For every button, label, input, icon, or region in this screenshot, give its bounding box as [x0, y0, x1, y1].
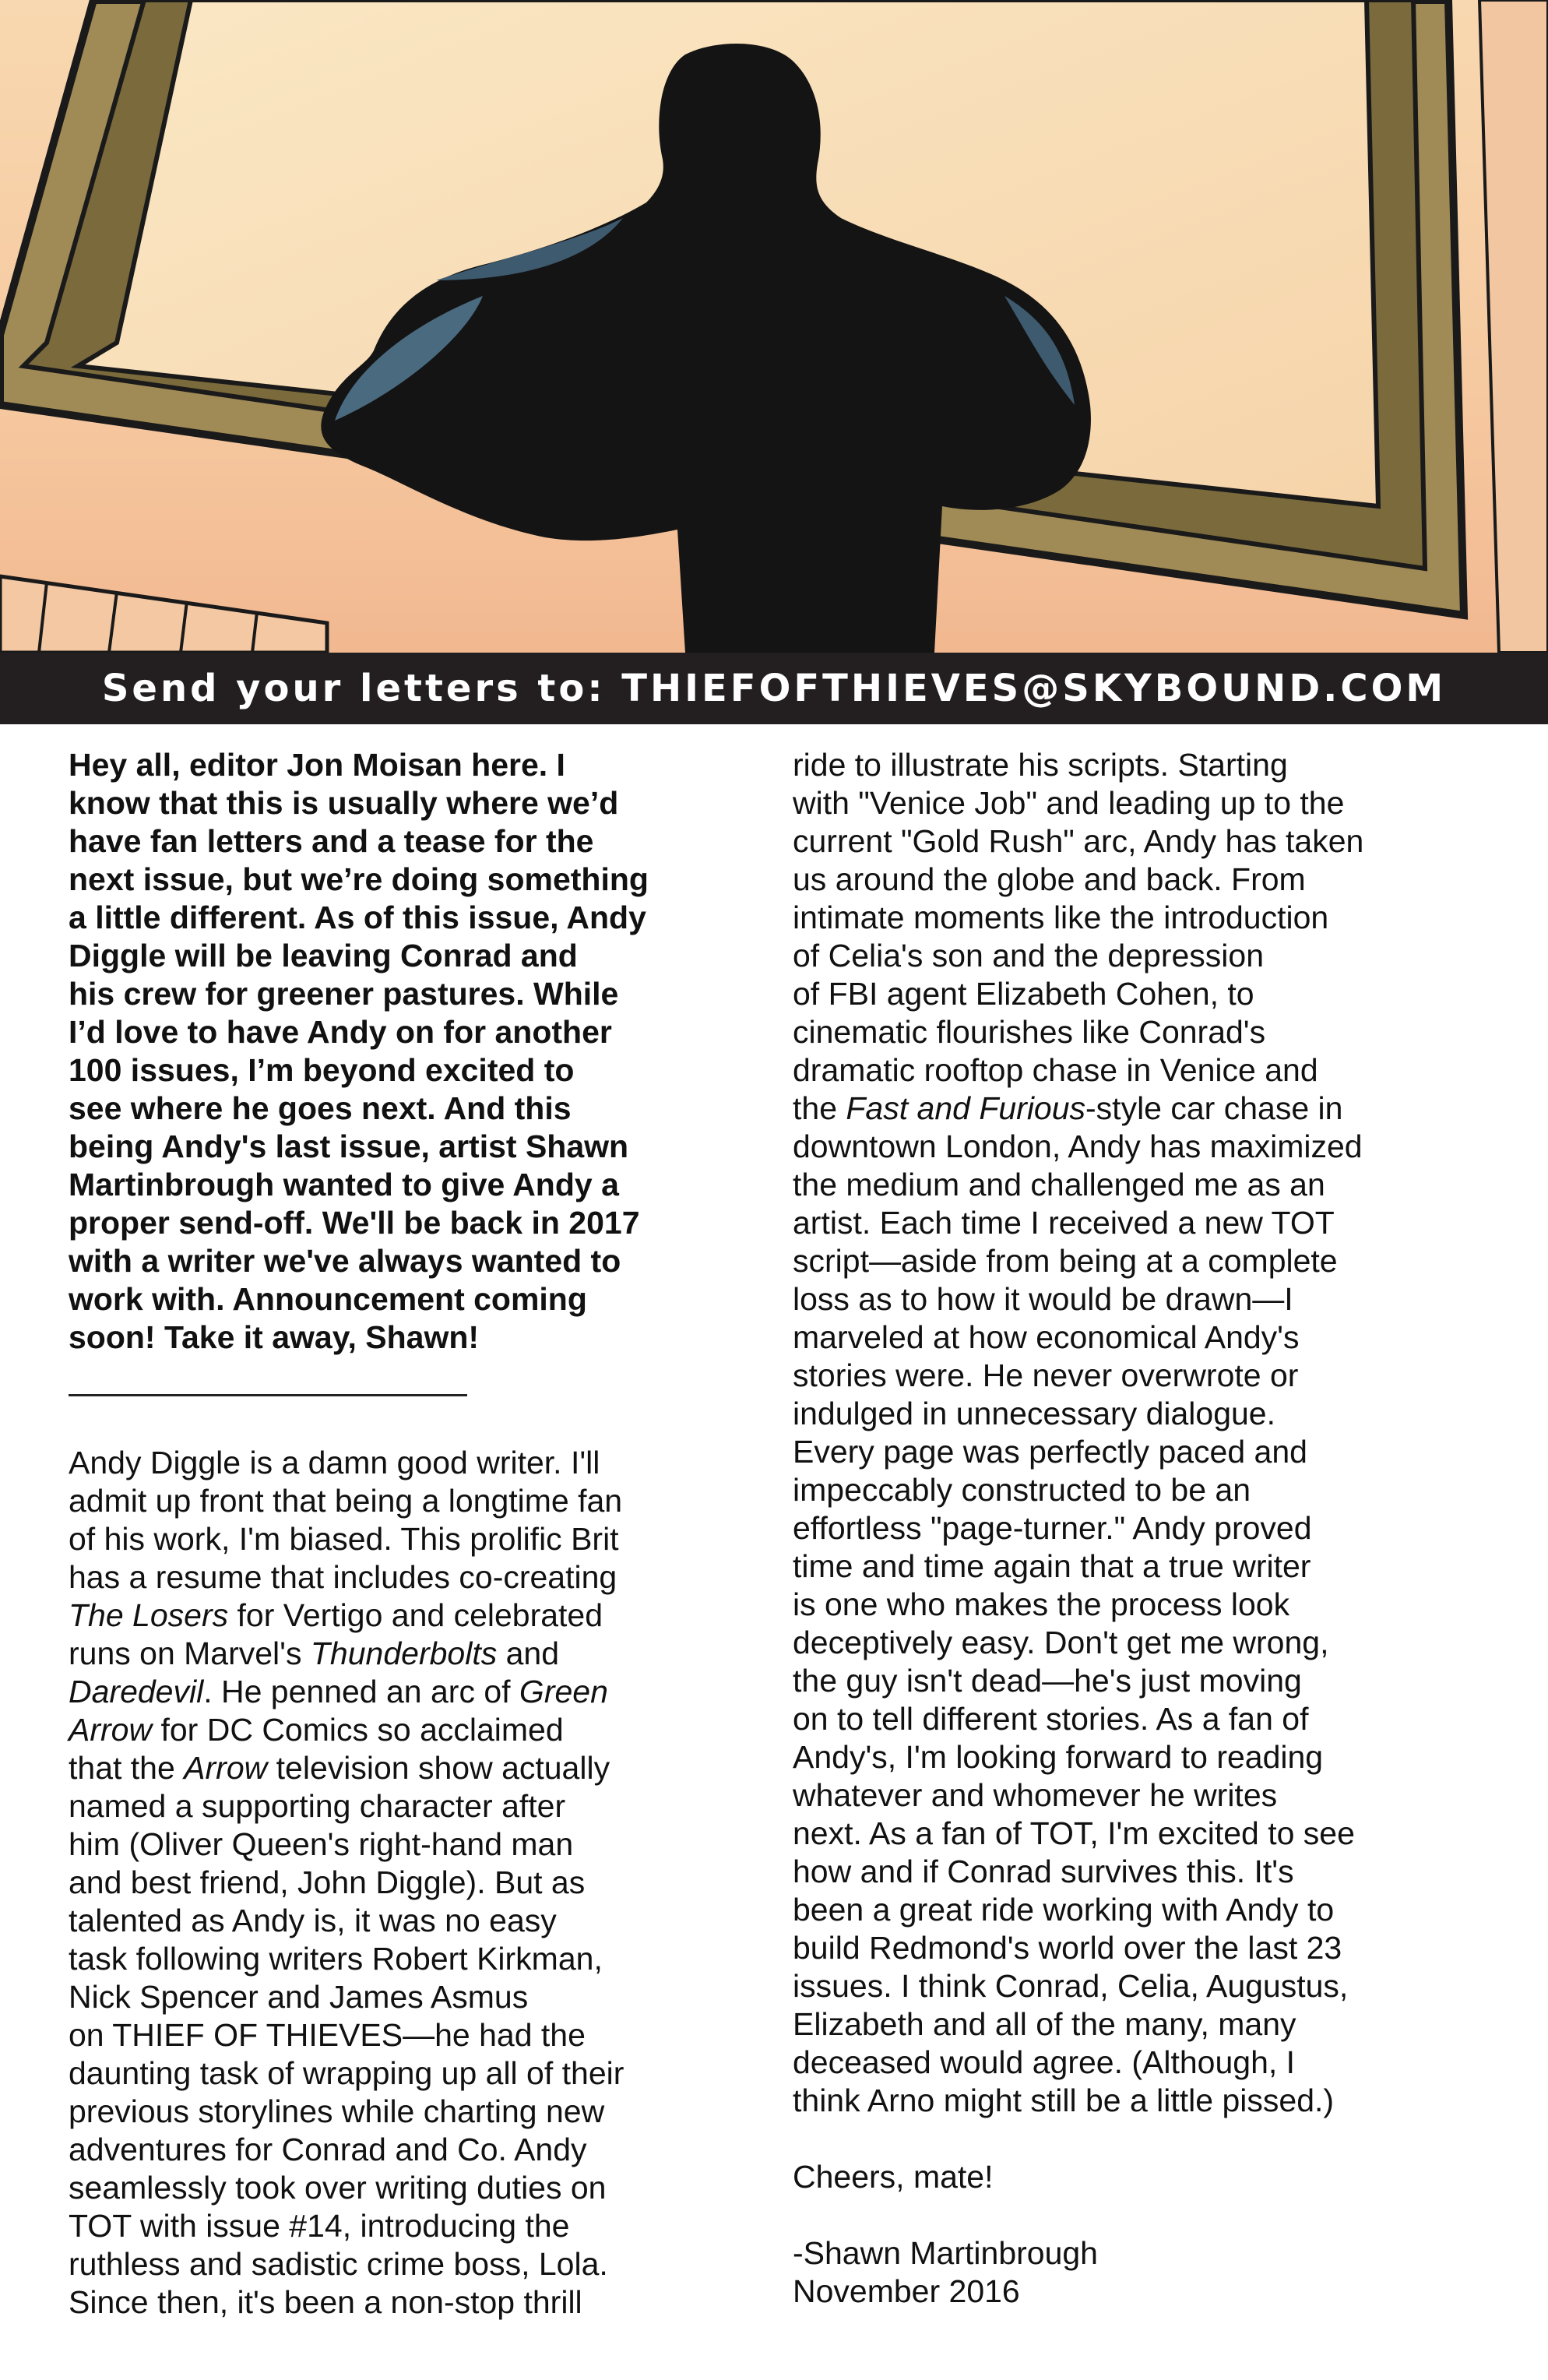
text-line: adventures for Conrad and Co. Andy: [69, 2132, 587, 2167]
text-line: Diggle will be leaving Conrad and: [69, 938, 578, 973]
text-line: the medium and challenged me as an: [793, 1167, 1325, 1202]
text-line: current "Gold Rush" arc, Andy has taken: [793, 823, 1364, 859]
text-line: Nick Spencer and James Asmus: [69, 1979, 529, 2015]
text-line: of FBI agent Elizabeth Cohen, to: [793, 976, 1254, 1012]
text-line: whatever and whomever he writes: [793, 1777, 1278, 1813]
text-line: previous storylines while charting new: [69, 2093, 605, 2129]
text-line: issues. I think Conrad, Celia, Augustus,: [793, 1968, 1349, 2004]
text-line: time and time again that a true writer: [793, 1548, 1311, 1584]
text-line: task following writers Robert Kirkman,: [69, 1941, 603, 1977]
text-line: work with. Announcement coming: [69, 1281, 587, 1317]
text-line: been a great ride working with Andy to: [793, 1892, 1335, 1928]
text-line: a little different. As of this issue, Andy: [69, 900, 646, 935]
text-line: how and if Conrad survives this. It's: [793, 1854, 1294, 1889]
text-line: is one who makes the process look: [793, 1586, 1290, 1622]
signoff: Cheers, mate!: [793, 2159, 994, 2195]
text-line: Since then, it's been a non-stop thrill: [69, 2284, 582, 2320]
text-line: with a writer we've always wanted to: [69, 1243, 621, 1279]
text-line: of Celia's son and the depression: [793, 938, 1264, 973]
text-line: talented as Andy is, it was no easy: [69, 1903, 557, 1938]
text-line: named a supporting character after: [69, 1788, 566, 1824]
text-line: and best friend, John Diggle). But as: [69, 1864, 586, 1900]
text-line: deceptively easy. Don't get me wrong,: [793, 1625, 1329, 1660]
text-line: have fan letters and a tease for the: [69, 823, 594, 859]
text-line: loss as to how it would be drawn—I: [793, 1281, 1293, 1317]
text-line: with "Venice Job" and leading up to the: [793, 785, 1345, 821]
text-line: see where he goes next. And this: [69, 1090, 572, 1126]
letter-right-text: [793, 746, 1486, 2120]
text-line: think Arno might still be a little pissed.): [793, 2082, 1335, 2118]
text-line: marveled at how economical Andy's: [793, 1319, 1300, 1355]
text-line: ride to illustrate his scripts. Starting: [793, 747, 1288, 783]
text-line: Every page was perfectly paced and: [793, 1434, 1307, 1470]
right-column: [793, 746, 1486, 2311]
text-line: The Losers for Vertigo and celebrated: [69, 1597, 603, 1633]
text-line: us around the globe and back. From: [793, 861, 1306, 897]
text-line: ruthless and sadistic crime boss, Lola.: [69, 2246, 608, 2282]
text-line: him (Oliver Queen's right-hand man: [69, 1826, 574, 1862]
left-column: [69, 746, 762, 2322]
text-line: has a resume that includes co-creating: [69, 1559, 617, 1595]
text-line: cinematic flourishes like Conrad's: [793, 1014, 1266, 1050]
letters-banner: Send your letters to: THIEFOFTHIEVES@SKYBOUND.COM: [0, 653, 1548, 724]
text-line: downtown London, Andy has maximized: [793, 1128, 1363, 1164]
text-line: dramatic rooftop chase in Venice and: [793, 1052, 1318, 1088]
signature: -Shawn Martinbrough: [793, 2235, 1098, 2271]
text-line: the Fast and Furious-style car chase in: [793, 1090, 1343, 1126]
text-line: Andy's, I'm looking forward to reading: [793, 1739, 1324, 1775]
text-line: soon! Take it away, Shawn!: [69, 1319, 480, 1355]
text-line: admit up front that being a longtime fan: [69, 1483, 623, 1519]
text-line: runs on Marvel's Thunderbolts and: [69, 1635, 560, 1671]
separator-line: [69, 1368, 762, 1406]
comic-panel-illustration: [0, 0, 1548, 653]
text-line: effortless "page-turner." Andy proved: [793, 1510, 1312, 1546]
text-line: indulged in unnecessary dialogue.: [793, 1396, 1276, 1431]
text-line: seamlessly took over writing duties on: [69, 2170, 607, 2206]
text-line: build Redmond's world over the last 23: [793, 1930, 1342, 1966]
text-line: Arrow for DC Comics so acclaimed: [69, 1712, 564, 1748]
text-line: I’d love to have Andy on for another: [69, 1014, 612, 1050]
text-line: impeccably constructed to be an: [793, 1472, 1251, 1508]
letter-date: November 2016: [793, 2273, 1020, 2309]
editor-note: [69, 746, 762, 1357]
text-line: on THIEF OF THIEVES—he had the: [69, 2017, 586, 2053]
text-line: Hey all, editor Jon Moisan here. I: [69, 747, 565, 783]
text-line: Martinbrough wanted to give Andy a: [69, 1167, 619, 1202]
text-line: intimate moments like the introduction: [793, 900, 1329, 935]
text-line: TOT with issue #14, introducing the: [69, 2208, 570, 2244]
text-line: stories were. He never overwrote or: [793, 1357, 1299, 1393]
text-line: script—aside from being at a complete: [793, 1243, 1338, 1279]
text-line: on to tell different stories. As a fan of: [793, 1701, 1309, 1737]
text-line: artist. Each time I received a new TOT: [793, 1205, 1335, 1241]
text-line: his crew for greener pastures. While: [69, 976, 619, 1012]
text-line: Elizabeth and all of the many, many: [793, 2006, 1296, 2042]
text-line: 100 issues, I’m beyond excited to: [69, 1052, 575, 1088]
letter-left-text: [69, 1444, 762, 2322]
text-line: daunting task of wrapping up all of their: [69, 2055, 624, 2091]
text-line: deceased would agree. (Although, I: [793, 2044, 1296, 2080]
text-line: being Andy's last issue, artist Shawn: [69, 1128, 629, 1164]
text-line: proper send-off. We'll be back in 2017: [69, 1205, 640, 1241]
text-line: next. As a fan of TOT, I'm excited to see: [793, 1815, 1355, 1851]
text-line: Daredevil. He penned an arc of Green: [69, 1674, 608, 1709]
text-line: next issue, but we’re doing something: [69, 861, 649, 897]
text-line: Andy Diggle is a damn good writer. I'll: [69, 1445, 600, 1480]
text-line: the guy isn't dead—he's just moving: [793, 1663, 1302, 1699]
text-line: know that this is usually where we’d: [69, 785, 619, 821]
text-line: that the Arrow television show actually: [69, 1750, 610, 1786]
text-line: of his work, I'm biased. This prolific Brit: [69, 1521, 619, 1557]
